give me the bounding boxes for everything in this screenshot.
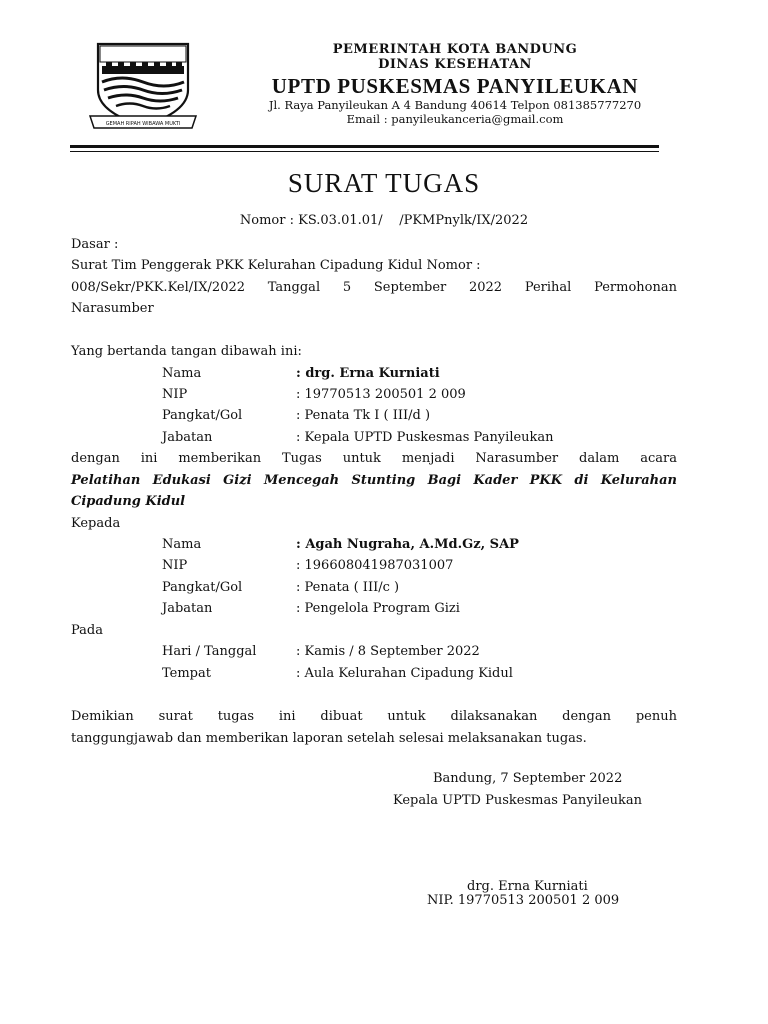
logo-motto: GEMAH RIPAH WIBAWA MUKTI (105, 121, 181, 127)
signer-name-value: : drg. Erna Kurniati (296, 366, 440, 381)
document-title: SURAT TUGAS (287, 168, 481, 198)
dasar-line-3: Narasumber (71, 301, 154, 316)
venue-label: Tempat (162, 666, 211, 681)
closing-line-2: tanggungjawab dan memberikan laporan setelah selesai melaksanakan tugas. (71, 731, 587, 746)
pada-label: Pada (71, 623, 103, 638)
signer-name-label: Nama (162, 366, 202, 381)
signature-name: drg. Erna Kurniati (467, 879, 588, 894)
signature-position: Kepala UPTD Puskesmas Panyileukan (393, 793, 643, 808)
assignee-nip-label: NIP (162, 558, 188, 573)
signer-position-value: : Kepala UPTD Puskesmas Panyileukan (296, 430, 554, 445)
closing-line-1: Demikian surat tugas ini dibuat untuk dilaksanakan dengan penuh (71, 709, 677, 724)
signer-rank-label: Pangkat/Gol (162, 408, 243, 423)
letterhead-rule-thin (70, 151, 659, 152)
letterhead-department: DINAS KESEHATAN (378, 57, 532, 72)
assignment-text: dengan ini memberikan Tugas untuk menjadi Narasumber dalam acara (71, 451, 677, 466)
signer-position-label: Jabatan (162, 430, 213, 445)
signature-place-date: Bandung, 7 September 2022 (433, 771, 623, 786)
dasar-line-1: Surat Tim Penggerak PKK Kelurahan Cipadung Kidul Nomor : (71, 258, 481, 273)
assignee-position-label: Jabatan (162, 601, 213, 616)
letterhead-email: Email : panyileukanceria@gmail.com (346, 112, 564, 126)
signature-nip: NIP. 19770513 200501 2 009 (427, 893, 620, 908)
event-title-line-1: Pelatihan Edukasi Gizi Mencegah Stunting Bagi Kader PKK di Kelurahan (71, 473, 677, 488)
assignee-position-value: : Pengelola Program Gizi (296, 601, 460, 616)
assignee-nip-value: : 196608041987031007 (296, 558, 454, 573)
intro-text: Yang bertanda tangan dibawah ini: (71, 344, 302, 359)
letterhead-government: PEMERINTAH KOTA BANDUNG (332, 42, 578, 57)
dasar-line-2: 008/Sekr/PKK.Kel/IX/2022 Tanggal 5 September 2022 Perihal Permohonan (71, 280, 677, 295)
assignee-rank-label: Pangkat/Gol (162, 580, 243, 595)
day-date-value: : Kamis / 8 September 2022 (296, 644, 480, 659)
document-number: Nomor : KS.03.01.01/ /PKMPnylk/IX/2022 (239, 213, 529, 228)
kepada-label: Kepada (71, 516, 121, 531)
signer-nip-value: : 19770513 200501 2 009 (296, 387, 466, 402)
letterhead-address: Jl. Raya Panyileukan A 4 Bandung 40614 Telpon 081385777270 (268, 98, 642, 112)
assignee-name-label: Nama (162, 537, 202, 552)
signer-rank-value: : Penata Tk I ( III/d ) (296, 408, 431, 423)
signer-nip-label: NIP (162, 387, 188, 402)
assignee-rank-value: : Penata ( III/c ) (296, 580, 400, 595)
assignee-name-value: : Agah Nugraha, A.Md.Gz, SAP (296, 537, 519, 552)
day-date-label: Hari / Tanggal (162, 644, 257, 659)
event-title-line-2: Cipadung Kidul (71, 494, 186, 509)
letterhead-rule-thick (70, 145, 659, 148)
letterhead (210, 42, 700, 126)
letterhead-institution: UPTD PUSKESMAS PANYILEUKAN (271, 74, 639, 98)
dasar-label: Dasar : (71, 237, 119, 252)
venue-value: : Aula Kelurahan Cipadung Kidul (296, 666, 513, 681)
